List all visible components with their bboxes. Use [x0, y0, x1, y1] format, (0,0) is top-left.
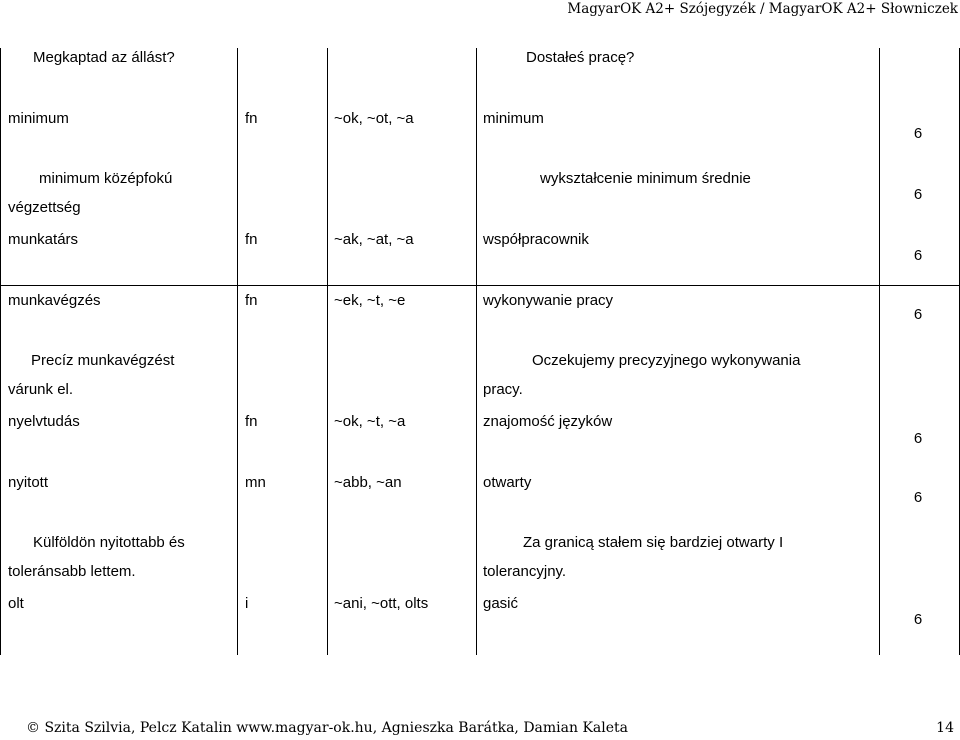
part-of-speech: i — [245, 595, 249, 612]
word-forms: ~ak, ~at, ~a — [334, 231, 414, 248]
polish-word: otwarty — [483, 474, 532, 491]
column-divider — [476, 48, 477, 655]
unit-number: 6 — [913, 186, 923, 203]
hungarian-word: minimum — [8, 110, 69, 127]
polish-word: znajomość języków — [483, 413, 613, 430]
polish-word: współpracownik — [483, 231, 589, 248]
unit-number: 6 — [913, 247, 923, 264]
unit-number: 6 — [913, 430, 923, 447]
column-divider — [237, 48, 238, 655]
part-of-speech: mn — [245, 474, 266, 491]
polish-word: minimum — [483, 110, 544, 127]
polish-sentence: wykształcenie minimum średnie — [540, 170, 751, 187]
word-forms: ~ek, ~t, ~e — [334, 292, 406, 309]
polish-word: gasić — [483, 595, 519, 612]
polish-word: wykonywanie pracy — [483, 292, 614, 309]
part-of-speech: fn — [245, 231, 258, 248]
word-forms: ~ok, ~t, ~a — [334, 413, 406, 430]
hungarian-word: munkatárs — [8, 231, 79, 248]
hungarian-word: olt — [8, 595, 24, 612]
footer-credits: © Szita Szilvia, Pelcz Katalin www.magyar-ok.hu, Agnieszka Barátka, Damian Kaleta — [26, 720, 628, 736]
polish-sentence-line2: tolerancyjny. — [483, 563, 567, 580]
unit-number: 6 — [913, 125, 923, 142]
part-of-speech: fn — [245, 413, 258, 430]
hungarian-sentence-line2: várunk el. — [8, 381, 74, 398]
polish-sentence-line2: pracy. — [483, 381, 523, 398]
unit-number: 6 — [913, 306, 923, 323]
hungarian-word: nyelvtudás — [8, 413, 80, 430]
polish-sentence-line1: Za granicą stałem się bardziej otwarty I — [523, 534, 784, 551]
hungarian-sentence-line1: Külföldön nyitottabb és — [33, 534, 185, 551]
word-forms: ~ok, ~ot, ~a — [334, 110, 414, 127]
document-header: MagyarOK A2+ Szójegyzék / MagyarOK A2+ Słowniczek — [567, 1, 958, 17]
hungarian-word: nyitott — [8, 474, 49, 491]
hungarian-sentence: Megkaptad az állást? — [33, 49, 175, 66]
word-forms: ~ani, ~ott, olts — [334, 595, 429, 612]
word-forms: ~abb, ~an — [334, 474, 402, 491]
unit-number: 6 — [913, 489, 923, 506]
page-number: 14 — [936, 720, 954, 736]
polish-sentence-line1: Oczekujemy precyzyjnego wykonywania — [532, 352, 801, 369]
part-of-speech: fn — [245, 110, 258, 127]
hungarian-sentence-line2: végzettség — [8, 199, 81, 216]
row-divider — [0, 285, 960, 286]
unit-number: 6 — [913, 611, 923, 628]
part-of-speech: fn — [245, 292, 258, 309]
hungarian-sentence-line2: toleránsabb lettem. — [8, 563, 136, 580]
hungarian-sentence-line1: Precíz munkavégzést — [31, 352, 175, 369]
column-divider — [879, 48, 880, 655]
column-divider — [327, 48, 328, 655]
table-left-border — [0, 48, 1, 655]
polish-sentence: Dostałeś pracę? — [526, 49, 635, 66]
hungarian-sentence-line1: minimum középfokú — [39, 170, 173, 187]
hungarian-word: munkavégzés — [8, 292, 101, 309]
